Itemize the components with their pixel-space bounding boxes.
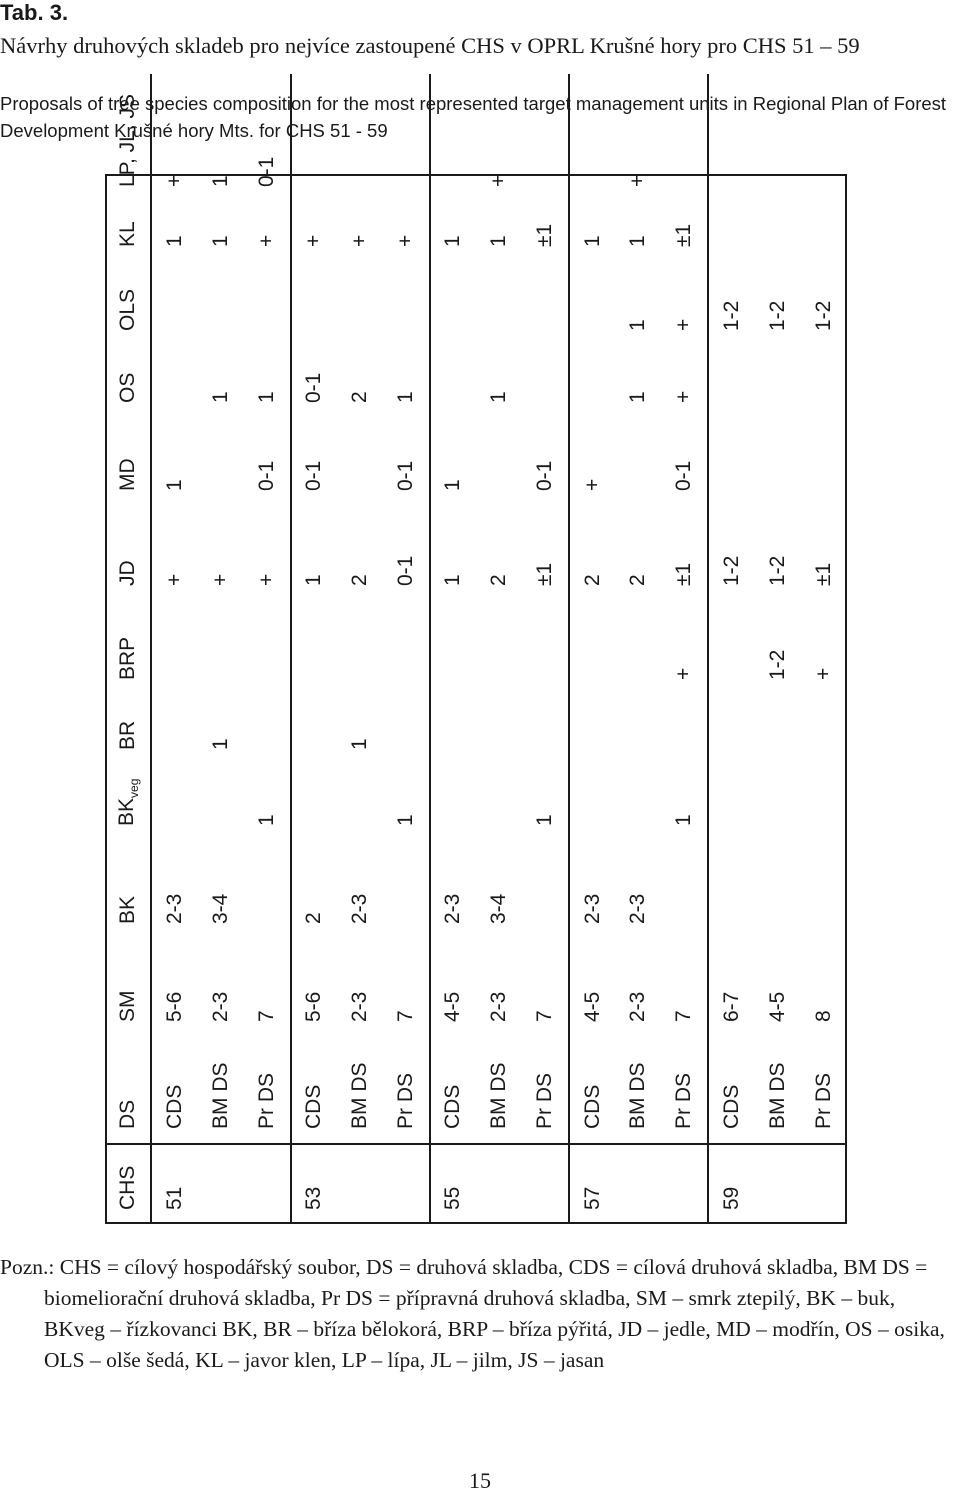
table-row: [708, 74, 754, 1224]
cell-md: 0-1: [533, 460, 557, 491]
cell-lp-jl-js: [569, 74, 615, 201]
table-row: [430, 74, 476, 1224]
cell-brp: [337, 600, 383, 694]
cell-lp-jl-js: [523, 74, 569, 201]
cell-kl: +: [348, 234, 372, 247]
cell-lp-jl-js: 0-1: [254, 156, 278, 187]
cell-ols: 1-2: [765, 300, 789, 331]
cell-ols: [523, 261, 569, 345]
cell-chs: [523, 1144, 569, 1224]
cell-bk: [754, 840, 800, 938]
cell-os: [708, 345, 754, 417]
cell-chs: [662, 1144, 708, 1224]
cell-ds: CDS: [291, 1036, 337, 1144]
cell-md: [801, 417, 847, 505]
cell-kl: [708, 201, 754, 261]
cell-brp: [523, 600, 569, 694]
table-row: [523, 74, 569, 1224]
cell-os: 1: [208, 391, 232, 403]
cell-bkveg: [430, 764, 476, 840]
cell-chs: 59: [708, 1144, 754, 1224]
cell-br: [523, 694, 569, 764]
table-row: [662, 74, 708, 1224]
cell-lp-jl-js: [754, 74, 800, 201]
cell-bkveg: [754, 764, 800, 840]
cell-chs: 57: [569, 1144, 615, 1224]
cell-lp-jl-js: +: [626, 174, 650, 187]
cell-md: 1: [430, 417, 476, 505]
cell-os: 1: [254, 391, 278, 403]
cell-ds: Pr DS: [394, 1072, 418, 1129]
cell-ols: [569, 261, 615, 345]
cell-bkveg: 1: [394, 814, 418, 826]
cell-md: +: [569, 417, 615, 505]
cell-ds: Pr DS: [812, 1072, 836, 1129]
cell-kl: 1: [487, 235, 511, 247]
cell-os: [569, 345, 615, 417]
cell-chs: 55: [430, 1144, 476, 1224]
cell-sm: 6-7: [708, 938, 754, 1036]
cell-ols: 1-2: [708, 261, 754, 345]
cell-jd: 2: [348, 574, 372, 586]
table-row: [754, 74, 800, 1224]
page-number: 15: [469, 1468, 491, 1493]
cell-jd: 1: [291, 505, 337, 600]
cell-br: [476, 694, 522, 764]
cell-ds: CDS: [430, 1036, 476, 1144]
cell-kl: 1: [430, 201, 476, 261]
cell-kl: ±1: [672, 223, 696, 247]
cell-bkveg: [151, 764, 197, 840]
header-bkveg-sub: veg: [126, 778, 141, 798]
cell-br: [383, 694, 429, 764]
table-row: [291, 74, 337, 1224]
cell-ds: Pr DS: [533, 1072, 557, 1129]
cell-lp-jl-js: [662, 74, 708, 201]
cell-bk: 2-3: [569, 840, 615, 938]
cell-ols: [244, 261, 290, 345]
cell-ds: Pr DS: [254, 1072, 278, 1129]
cell-ols: [476, 261, 522, 345]
cell-os: +: [672, 390, 696, 403]
cell-sm: 7: [533, 1010, 557, 1022]
cell-lp-jl-js: +: [163, 174, 187, 187]
cell-kl: [801, 201, 847, 261]
cell-chs: 51: [151, 1144, 197, 1224]
cell-ds: BM DS: [487, 1062, 511, 1129]
cell-jd: ±1: [672, 562, 696, 586]
cell-bkveg: [615, 764, 661, 840]
cell-br: [244, 694, 290, 764]
cell-kl: +: [291, 201, 337, 261]
cell-bk: [662, 840, 708, 938]
cell-jd: 1-2: [765, 555, 789, 586]
cell-bk: 3-4: [208, 893, 232, 924]
cell-brp: [569, 600, 615, 694]
cell-chs: [801, 1144, 847, 1224]
cell-os: 1: [626, 391, 650, 403]
cell-lp-jl-js: 1: [208, 175, 232, 187]
cell-brp: [615, 600, 661, 694]
cell-os: [801, 345, 847, 417]
cell-chs: [476, 1144, 522, 1224]
cell-sm: 5-6: [291, 938, 337, 1036]
cell-kl: 1: [626, 235, 650, 247]
cell-ds: BM DS: [348, 1062, 372, 1129]
cell-ds: CDS: [163, 1084, 187, 1129]
cell-lp-jl-js: [337, 74, 383, 201]
cell-os: [523, 345, 569, 417]
table-row: [198, 74, 244, 1224]
cell-md: [615, 417, 661, 505]
header-brp: BRP: [105, 600, 151, 694]
cell-jd: 2: [487, 574, 511, 586]
cell-br: [708, 694, 754, 764]
header-bkveg: [105, 764, 151, 840]
cell-kl: 1: [163, 235, 187, 247]
cell-sm: 5-6: [163, 991, 187, 1022]
table-row: [801, 74, 847, 1224]
cell-bk: 2-3: [626, 893, 650, 924]
table-note: [0, 1252, 960, 1376]
species-composition-table: [105, 74, 847, 1224]
cell-bk: [244, 840, 290, 938]
cell-md: 0-1: [394, 460, 418, 491]
cell-bkveg: [291, 764, 337, 840]
cell-brp: 1-2: [765, 649, 789, 680]
cell-brp: [383, 600, 429, 694]
table-label: Tab. 3.: [0, 0, 69, 25]
cell-os: 0-1: [291, 345, 337, 417]
cell-jd: 1-2: [708, 505, 754, 600]
header-bkveg-main: BK: [114, 797, 138, 826]
cell-bk: 2-3: [430, 840, 476, 938]
cell-os: [754, 345, 800, 417]
cell-br: [801, 694, 847, 764]
cell-jd: ±1: [812, 562, 836, 586]
cell-br: [754, 694, 800, 764]
cell-bk: [801, 840, 847, 938]
cell-md: 1: [163, 479, 187, 491]
cell-sm: 2-3: [626, 991, 650, 1022]
cell-br: 1: [348, 738, 372, 750]
header-md: MD: [105, 417, 151, 505]
table-row: [476, 74, 522, 1224]
cell-lp-jl-js: [430, 74, 476, 201]
table-row: [244, 74, 290, 1224]
cell-kl: +: [394, 234, 418, 247]
cell-chs: [244, 1144, 290, 1224]
cell-jd: 1: [430, 505, 476, 600]
cell-ols: 1: [626, 319, 650, 331]
cell-br: [615, 694, 661, 764]
cell-br: 1: [208, 738, 232, 750]
cell-jd: +: [208, 573, 232, 586]
cell-md: [476, 417, 522, 505]
cell-bkveg: 1: [672, 814, 696, 826]
cell-brp: [476, 600, 522, 694]
cell-chs: 53: [291, 1144, 337, 1224]
cell-br: [430, 694, 476, 764]
cell-bk: [708, 840, 754, 938]
cell-bk: [523, 840, 569, 938]
header-os: OS: [105, 345, 151, 417]
cell-jd: 2: [626, 574, 650, 586]
cell-chs: [615, 1144, 661, 1224]
header-chs: CHS: [105, 1144, 151, 1224]
cell-jd: ±1: [533, 562, 557, 586]
cell-jd: +: [254, 573, 278, 586]
cell-brp: [244, 600, 290, 694]
cell-ols: +: [672, 318, 696, 331]
cell-jd: 2: [569, 505, 615, 600]
cell-ds: BM DS: [208, 1062, 232, 1129]
cell-chs: [754, 1144, 800, 1224]
cell-lp-jl-js: [708, 74, 754, 201]
header-row: [105, 74, 151, 1224]
cell-sm: 4-5: [569, 938, 615, 1036]
header-br: BR: [105, 694, 151, 764]
cell-ols: [430, 261, 476, 345]
cell-brp: +: [672, 667, 696, 680]
cell-brp: +: [812, 667, 836, 680]
table-row: [569, 74, 615, 1224]
header-bk: BK: [105, 840, 151, 938]
cell-sm: 2-3: [348, 991, 372, 1022]
cell-md: [198, 417, 244, 505]
cell-kl: ±1: [533, 223, 557, 247]
cell-kl: [754, 201, 800, 261]
cell-os: 1: [487, 391, 511, 403]
cell-ols: [198, 261, 244, 345]
cell-sm: 8: [812, 1010, 836, 1022]
cell-bkveg: 1: [254, 814, 278, 826]
note-text: Pozn.: CHS = cílový hospodářský soubor, DS = druhová skladba, CDS = cílová druhová skladba, BM DS = biomeliorační druhová skladba, Pr DS = přípravná druhová skladba, SM – smrk ztepilý, BK – buk, BKveg – řízkovanci BK, BR – bříza bělokorá, BRP – bříza pýřitá, JD – jedle, MD – modřín, OS – osika, OLS – olše šedá, KL – javor klen, LP – lípa, JL – jilm, JS – jasan: [0, 1255, 945, 1372]
cell-bk: 2: [291, 840, 337, 938]
table-title-czech: Návrhy druhových skladeb pro nejvíce zastoupené CHS v OPRL Krušné hory pro CHS 51 – 59: [0, 33, 860, 58]
cell-sm: 4-5: [765, 991, 789, 1022]
cell-ds: CDS: [569, 1036, 615, 1144]
cell-md: 0-1: [291, 417, 337, 505]
cell-sm: 2-3: [487, 991, 511, 1022]
cell-os: 2: [348, 391, 372, 403]
header-ds: DS: [105, 1036, 151, 1144]
table-row: [615, 74, 661, 1224]
cell-bkveg: 1: [533, 814, 557, 826]
cell-bk: 2-3: [348, 893, 372, 924]
cell-ds: BM DS: [765, 1062, 789, 1129]
header-lp-jl-js: LP, JL, JS: [105, 74, 151, 201]
cell-bkveg: [476, 764, 522, 840]
cell-kl: +: [254, 234, 278, 247]
cell-bk: [383, 840, 429, 938]
cell-ols: [151, 261, 197, 345]
table-row: [383, 74, 429, 1224]
cell-os: [430, 345, 476, 417]
cell-ols: [383, 261, 429, 345]
cell-br: [151, 694, 197, 764]
cell-brp: [151, 600, 197, 694]
cell-ds: CDS: [708, 1036, 754, 1144]
cell-md: [708, 417, 754, 505]
cell-sm: 7: [672, 1010, 696, 1022]
cell-jd: +: [163, 573, 187, 586]
cell-md: [754, 417, 800, 505]
header-sm: SM: [105, 938, 151, 1036]
cell-sm: 4-5: [430, 938, 476, 1036]
cell-lp-jl-js: [291, 74, 337, 201]
cell-bkveg: [337, 764, 383, 840]
header-kl: KL: [105, 201, 151, 261]
table-row: [151, 74, 197, 1224]
cell-sm: 7: [394, 1010, 418, 1022]
cell-bkveg: [198, 764, 244, 840]
cell-jd: 0-1: [394, 555, 418, 586]
cell-ols: [291, 261, 337, 345]
cell-brp: [708, 600, 754, 694]
cell-brp: [430, 600, 476, 694]
cell-os: 1: [394, 391, 418, 403]
cell-ds: Pr DS: [672, 1072, 696, 1129]
cell-ds: BM DS: [626, 1062, 650, 1129]
cell-md: 0-1: [254, 460, 278, 491]
cell-bkveg: [708, 764, 754, 840]
cell-lp-jl-js: [383, 74, 429, 201]
cell-bkveg: [801, 764, 847, 840]
cell-ols: 1-2: [812, 300, 836, 331]
cell-md: 0-1: [672, 460, 696, 491]
cell-br: [662, 694, 708, 764]
cell-kl: 1: [569, 201, 615, 261]
cell-br: [291, 694, 337, 764]
cell-lp-jl-js: +: [487, 174, 511, 187]
cell-bk: 2-3: [163, 893, 187, 924]
cell-bk: 3-4: [487, 893, 511, 924]
table-title-english: Proposals of tree species composition for the most represented target management units in Regional Plan of Forest Development Krušné hory Mts. for CHS 51 - 59: [0, 93, 947, 141]
cell-lp-jl-js: [801, 74, 847, 201]
cell-md: [337, 417, 383, 505]
header-ols: OLS: [105, 261, 151, 345]
header-jd: JD: [105, 505, 151, 600]
cell-brp: [198, 600, 244, 694]
cell-sm: 7: [254, 1010, 278, 1022]
cell-sm: 2-3: [208, 991, 232, 1022]
cell-chs: [383, 1144, 429, 1224]
cell-ols: [337, 261, 383, 345]
cell-kl: 1: [208, 235, 232, 247]
cell-brp: [291, 600, 337, 694]
table-body: [151, 74, 847, 1224]
cell-chs: [337, 1144, 383, 1224]
cell-chs: [198, 1144, 244, 1224]
cell-br: [569, 694, 615, 764]
cell-bkveg: [569, 764, 615, 840]
cell-os: [151, 345, 197, 417]
table-row: [337, 74, 383, 1224]
